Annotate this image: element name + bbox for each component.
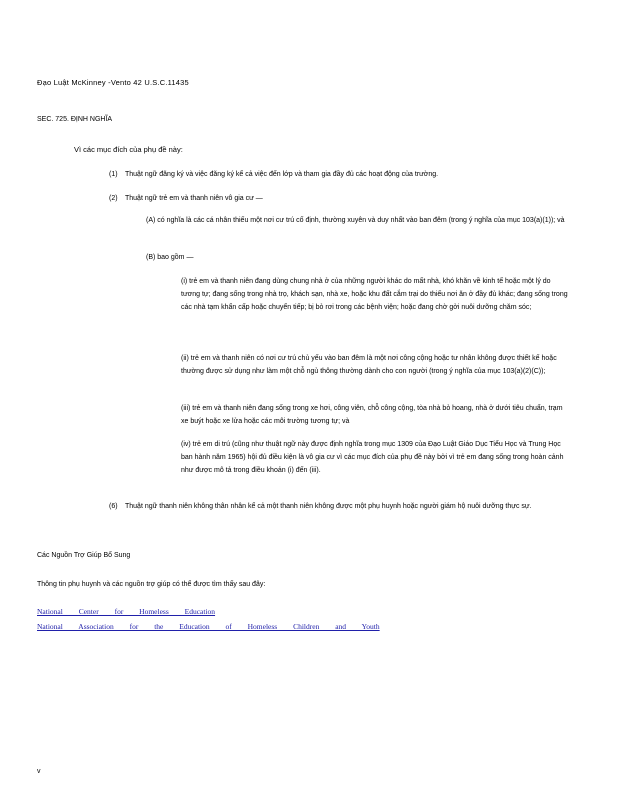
item-number: (2) <box>109 195 118 202</box>
item-text: Thuật ngữ đăng ký và việc đăng ký kể cả việc đến lớp và tham gia đầy đủ các hoạt động của trường. <box>125 171 439 178</box>
definition-item-2 <box>109 192 579 205</box>
item-number: (1) <box>109 171 118 178</box>
resources-heading: Các Nguồn Trợ Giúp Bổ Sung <box>37 552 131 559</box>
sub-item-b: (B) bao gồm — <box>146 254 194 261</box>
definition-item-6 <box>109 500 589 513</box>
footer-mark: v <box>37 768 41 775</box>
item-text: Thuật ngữ trẻ em và thanh niên vô gia cư — <box>125 195 263 202</box>
sub-item-b-ii: (ii) trẻ em và thanh niên có nơi cư trú chủ yếu vào ban đêm là một nơi công cộng hoặc tư nhân không được thiết kế hoặc thường được sử dụng như làm một chỗ ngủ thông thường dành cho con người (trong ý nghĩa của mục 103(a)(2)(C)); <box>181 355 557 375</box>
sub-item-b-iii: (iii) trẻ em và thanh niên đang sống trong xe hơi, công viên, chỗ công cộng, tòa nhà bỏ hoang, nhà ở dưới tiêu chuẩn, trạm xe buýt hoặc xe lửa hoặc các môi trường tương tự; và <box>181 405 563 425</box>
sub-item-b-iv: (iv) trẻ em di trú (cũng như thuật ngữ này được định nghĩa trong mục 1309 của Đạo Luật Giáo Dục Tiểu Học và Trung Học ban hành năm 1965) hội đủ điều kiện là vô gia cư vì các mục đích của phụ đề này bởi vì trẻ em đang sống trong hoàn cảnh như được mô tả trong điều khoản (i) đến (iii). <box>181 441 564 474</box>
document-header: Đạo Luật McKinney -Vento 42 U.S.C.11435 <box>37 78 189 87</box>
sub-item-a: (A) có nghĩa là các cá nhân thiếu một nơi cư trú cố định, thường xuyên và duy nhất vào ban đêm (trong ý nghĩa của mục 103(a)(1)); và <box>146 217 565 224</box>
section-title: SEC. 725. ĐỊNH NGHĨA <box>37 116 113 123</box>
item-number: (6) <box>109 503 118 510</box>
link-naehcy[interactable]: National Association for the Education of Homeless Children and Youth <box>37 622 380 631</box>
link-national-center-homeless-education[interactable]: National Center for Homeless Education <box>37 607 216 616</box>
sub-item-b-i: (i) trẻ em và thanh niên đang dùng chung nhà ở của những người khác do mất nhà, khó khăn về kinh tế hoặc một lý do tương tự; đang sống trong nhà trọ, khách sạn, nhà xe, hoặc khu đất cắm trại do thiếu nơi ăn ở đầy đủ khác; đang sống trong các nhà tạm khẩn cấp hoặc chuyển tiếp; bị bỏ rơi trong các bệnh viện; hoặc đang chờ gởi nuôi dưỡng chăm sóc; <box>181 278 568 311</box>
resources-text: Thông tin phụ huynh và các nguồn trợ giúp có thể được tìm thấy sau đây: <box>37 581 266 588</box>
item-text: Thuật ngữ thanh niên không thân nhân kể cả một thanh niên không được một phụ huynh hoặc người giám hộ nuôi dưỡng thực sự. <box>125 503 532 510</box>
intro-text: Vì các mục đích của phụ đề này: <box>74 145 183 154</box>
definition-item-1 <box>109 168 579 181</box>
